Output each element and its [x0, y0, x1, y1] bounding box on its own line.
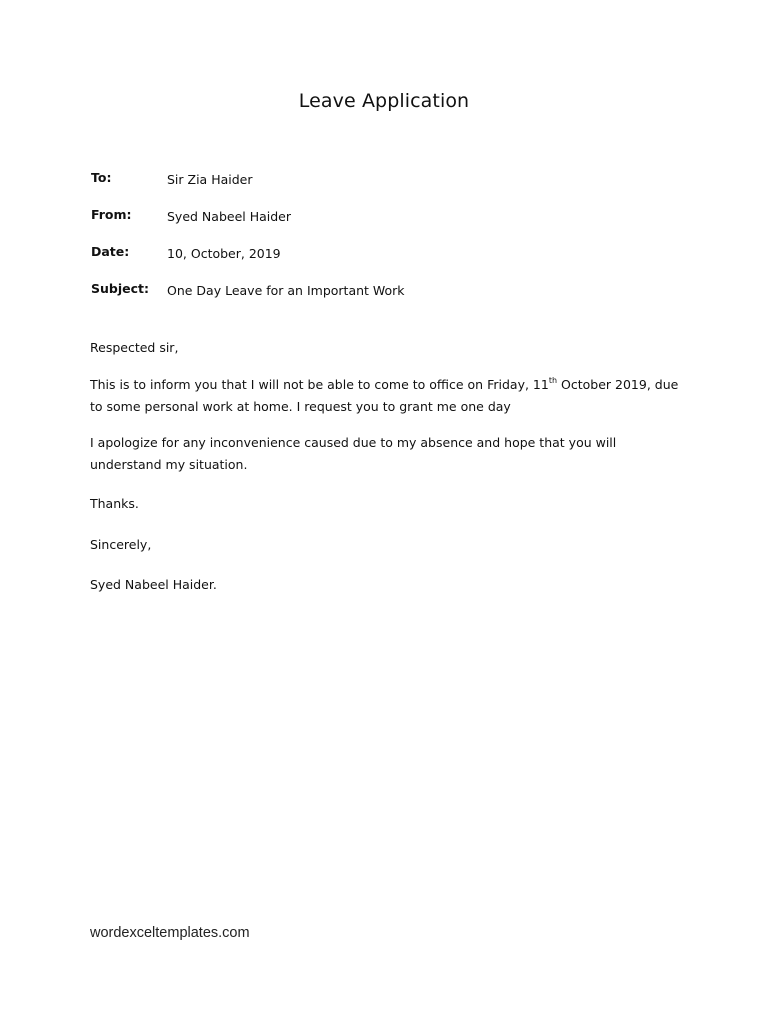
greeting: Respected sir,: [90, 340, 179, 355]
apology-paragraph: I apologize for any inconvenience caused due to my absence and hope that you will understand my situation.: [90, 435, 617, 472]
date-label: Date:: [91, 244, 130, 259]
ordinal-suffix: th: [548, 375, 558, 385]
subject-label: Subject:: [91, 281, 149, 296]
inform-text-start: This is to inform you that I will not be able to come to office on Friday, 11: [90, 377, 549, 392]
from-value: Syed Nabeel Haider: [167, 209, 291, 224]
closing-line: Sincerely,: [90, 537, 152, 552]
footer-website: wordexceltemplates.com: [90, 925, 250, 941]
subject-row: [91, 281, 691, 303]
date-row: [91, 244, 691, 266]
from-label: From:: [91, 207, 132, 222]
subject-value: One Day Leave for an Important Work: [167, 283, 405, 298]
signature-line: Syed Nabeel Haider.: [90, 577, 217, 592]
page-title: Leave Application: [298, 90, 470, 112]
to-row: [91, 170, 691, 192]
to-label: To:: [91, 170, 112, 185]
to-value: Sir Zia Haider: [167, 172, 253, 187]
inform-paragraph: [90, 374, 690, 418]
thanks-line: Thanks.: [90, 496, 139, 511]
from-row: [91, 207, 691, 229]
inform-text-end: October 2019, due to some personal work at home. I request you to grant me one day: [90, 377, 679, 414]
date-value: 10, October, 2019: [167, 246, 281, 261]
